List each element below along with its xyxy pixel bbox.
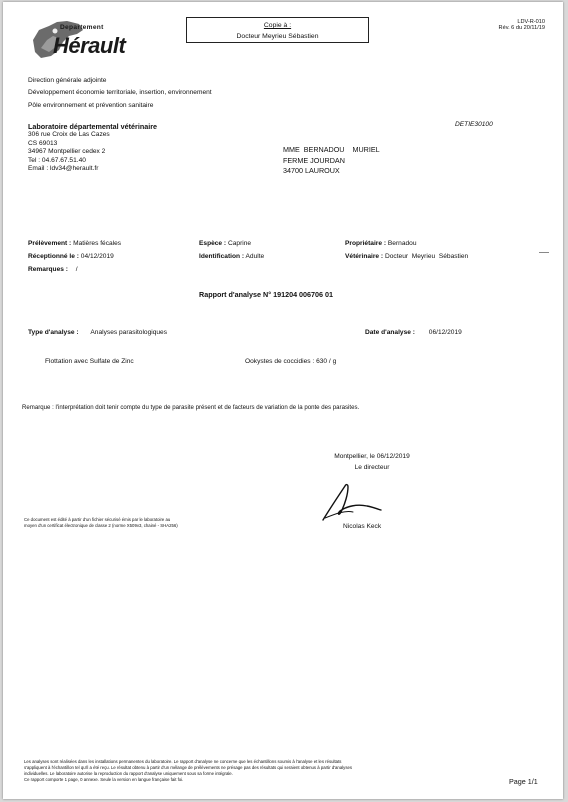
electronic-certificate-note [24,517,178,529]
electronic-note-line-1: Ce document est édité à partir d'un fichier sécurisé émis par le laboratoire au [24,517,171,522]
recipient-address [283,145,380,177]
prelevement-label: Prélèvement : [28,240,72,247]
lab-tel: Tel : 04.67.67.51.40 [28,156,86,164]
remarques-label: Remarques : [28,266,68,273]
remarques-row [28,266,78,273]
identification-label: Identification : [199,253,245,260]
lab-address-1: 306 rue Croix de Las Cazes [28,131,110,138]
signature-name: Nicolas Keck [343,523,382,530]
identification-value: Adulte [245,253,265,260]
logo-departement-text: Departement [60,24,104,31]
logo-herault-text: Hérault [53,33,126,58]
lab-address-block [28,122,157,174]
analysis-result: Ookystes de coccidies : 630 / g [245,358,337,365]
veterinaire-row [345,253,468,260]
document-reference [499,19,545,31]
direction-line-1: Direction générale adjointe [28,77,107,84]
analysis-date-label: Date d'analyse : [365,329,415,336]
copy-to-box [186,17,369,43]
copy-title: Copie à : [263,22,292,29]
recipient-line-2: FERME JOURDAN [283,155,345,165]
reception-label: Réceptionné le : [28,253,79,260]
veterinaire-label: Vétérinaire : [345,253,384,260]
reception-row [28,253,114,260]
prelevement-value: Matières fécales [73,240,122,247]
espece-row [199,240,251,247]
doc-ref-code: LDV-R-010 [517,19,545,25]
dossier-code: DETIE30100 [455,121,493,128]
analysis-type-value: Analyses parasitologiques [90,329,168,336]
analysis-type-label: Type d'analyse : [28,329,79,336]
remarques-value: / [75,266,78,273]
lab-address-2: CS 69013 [28,139,58,147]
herault-logo [29,18,139,64]
signature-place-date: Montpellier, le 06/12/2019 [334,453,410,460]
espece-value: Caprine [227,240,252,247]
direction-line-3: Pôle environnement et prévention sanitaire [28,101,154,109]
direction-line-2: Développement économie territoriale, insertion, environnement [28,89,212,97]
analysis-date-value: 06/12/2019 [428,329,462,336]
footer-line-2: s'appliquent à l'échantillon tel qu'il a été reçu. Le résultat obtenu à partir d'un mélange de prélèvements ne présage pas des résultats qui seraient obtenus à partir d'analyses [24,765,353,770]
direction-block [28,75,212,112]
page-number: Page 1/1 [509,777,538,786]
proprietaire-value: Bernadou [387,240,417,247]
reception-value: 04/12/2019 [80,253,114,260]
copy-recipient: Docteur Meyrieu Sébastien [236,32,319,40]
signature-role: Le directeur [354,464,390,472]
identification-row [199,253,264,260]
interpretation-remark: Remarque : l'interprétation doit tenir compte du type de parasite présent et de facteurs de variation de la ponte des parasites. [22,404,360,411]
veterinaire-value: Docteur Meyrieu Sébastien [384,253,469,260]
document-page [3,2,563,799]
footer-line-3: individuelles. Le laboratoire autorise la reproduction du rapport d'analyse uniquement sous sa forme intégrale. [24,771,233,776]
lab-address-3: 34967 Montpellier cedex 2 [28,148,106,156]
electronic-note-line-2: moyen d'un certificat électronique de classe 2 (norme X509v3, chainé - SHA256) [24,523,178,528]
lab-email: Email : ldv34@herault.fr [28,165,99,173]
footer-line-4: Ce rapport comporte 1 page, 0 annexe. Seule la version en langue française fait foi. [24,777,184,782]
margin-dash [539,252,549,253]
analysis-date-row [365,329,462,336]
lab-name: Laboratoire départemental vétérinaire [28,122,158,131]
prelevement-row [28,240,121,247]
proprietaire-label: Propriétaire : [345,240,387,247]
report-title: Rapport d'analyse N° 191204 006706 01 [199,290,334,299]
handwritten-signature [315,480,395,526]
espece-label: Espèce : [199,240,227,247]
footer-disclaimer [24,759,352,783]
proprietaire-row [345,240,417,247]
signature-place-block [317,451,427,473]
recipient-line-3: 34700 LAUROUX [283,166,340,176]
recipient-name: MME BERNADOU MURIEL [283,145,380,154]
doc-revision: Rév. 6 du 20/11/19 [498,25,545,31]
analysis-type-row [28,329,167,336]
analysis-method: Flottation avec Sulfate de Zinc [45,358,134,365]
footer-line-1: Les analyses sont réalisées dans les installations permanentes du laboratoire. Le rapport d'analyse ne concerne que les échantillons soumis à l'analyse et les résultats [24,759,342,764]
